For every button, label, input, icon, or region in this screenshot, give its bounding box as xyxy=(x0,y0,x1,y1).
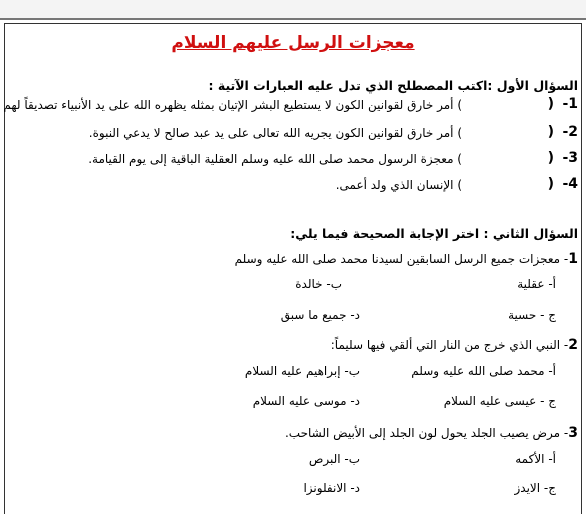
question-2-heading: السؤال الثاني : اختر الإجابة الصحيحة فيما يلي: xyxy=(290,226,578,241)
q1-item-1 xyxy=(3,96,578,116)
q1-item-1-paren: ( xyxy=(547,96,554,112)
q2-question-3 xyxy=(285,422,578,441)
q1-item-2-number: 2- xyxy=(562,124,578,140)
q2-question-2-text: - النبي الذي خرج من النار التي ألقي فيها سليماً: xyxy=(330,338,569,352)
q2-q1-option-a: أ- عقلية xyxy=(517,277,556,291)
q2-q1-option-d: د- جميع ما سبق xyxy=(280,308,360,322)
q2-q3-option-a: أ- الأكمه xyxy=(515,452,556,466)
q2-question-1-number: 1 xyxy=(568,251,578,267)
top-bar xyxy=(0,0,586,20)
q1-item-1-text: ) أمر خارق لقوانين الكون لا يستطيع البشر الإتيان بمثله يظهره الله على يد الأنبياء تصديقاً لهم xyxy=(3,98,462,112)
q1-item-2 xyxy=(8,124,578,144)
page-title: معجزات الرسل عليهم السلام xyxy=(171,33,415,53)
q1-item-4-number: 4- xyxy=(562,176,578,192)
q2-q3-option-c: ج- الايدز xyxy=(514,481,556,495)
q2-q2-option-c: ج - عيسى عليه السلام xyxy=(443,394,556,408)
q2-q1-option-c: ج - حسية xyxy=(508,308,556,322)
q1-item-3 xyxy=(8,150,578,170)
q2-q2-option-a: أ- محمد صلى الله عليه وسلم xyxy=(411,364,556,378)
q2-q3-option-b: ب- البرص xyxy=(308,452,360,466)
q1-item-4 xyxy=(8,176,578,196)
q1-item-3-paren: ( xyxy=(547,150,554,166)
q2-q3-option-d: د- الانفلونزا xyxy=(303,481,360,495)
q2-q2-option-b: ب- إبراهيم عليه السلام xyxy=(244,364,360,378)
q1-item-4-text: ) الإنسان الذي ولد أعمى. xyxy=(335,178,462,192)
q1-item-1-number: 1- xyxy=(562,96,578,112)
q2-question-3-text: - مرض يصيب الجلد يحول لون الجلد إلى الأبيض الشاحب. xyxy=(284,426,569,440)
q2-question-1 xyxy=(235,248,578,267)
q2-question-2-number: 2 xyxy=(568,337,578,353)
q1-item-3-number: 3- xyxy=(562,150,578,166)
q1-item-2-text: ) أمر خارق لقوانين الكون يجريه الله تعالى على يد عبد صالح لا يدعي النبوة. xyxy=(88,126,462,140)
q2-question-2 xyxy=(331,334,578,353)
q2-question-3-number: 3 xyxy=(568,425,578,441)
q1-item-2-paren: ( xyxy=(547,124,554,140)
q2-q2-option-d: د- موسى عليه السلام xyxy=(252,394,360,408)
q2-question-1-text: - معجزات جميع الرسل السابقين لسيدنا محمد صلى الله عليه وسلم xyxy=(234,252,569,266)
q1-item-4-paren: ( xyxy=(547,176,554,192)
q1-item-3-text: ) معجزة الرسول محمد صلى الله عليه وسلم العقلية الباقية إلى يوم القيامة. xyxy=(88,152,462,166)
question-1-heading: السؤال الأول :اكتب المصطلح الذي تدل عليه العبارات الآتية : xyxy=(208,78,578,93)
q2-q1-option-b: ب- خالدة xyxy=(295,277,342,291)
